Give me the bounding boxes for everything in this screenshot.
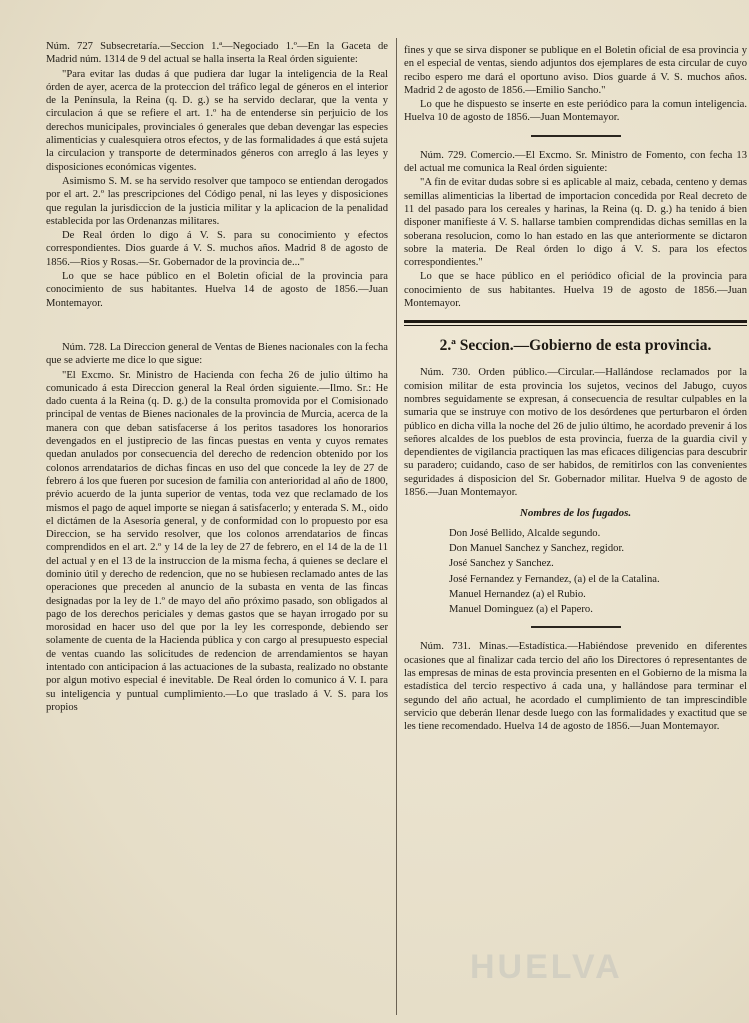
article-730	[404, 366, 747, 616]
article-728-closing: Lo que he dispuesto se inserte en este periódico para la comun inteligencia. Huelva 10 de agosto de 1856.—Juan Montemayor.	[404, 99, 747, 124]
fugitive-name: José Fernandez y Fernandez, (a) el de la Catalina.	[449, 573, 660, 585]
article-727-heading: Núm. 727 Subsecretaría.—Seccion 1.ª—Negociado 1.º—En la Gaceta de Madrid núm. 1314 de 9 del actual se halla inserta la Real órden siguiente:	[46, 41, 388, 66]
article-729-heading: Núm. 729. Comercio.—El Excmo. Sr. Ministro de Fomento, con fecha 13 del actual me comunica la Real órden siguiente:	[404, 149, 747, 175]
left-column	[46, 40, 388, 1017]
article-727-closing: Lo que se hace público en el Boletin oficial de la provincia para conocimiento de sus habitantes. Huelva 14 de agosto de 1856.—Juan Montemayor.	[46, 271, 388, 309]
article-729-paragraph: "A fin de evitar dudas sobre si es aplicable al maiz, cebada, centeno y demas semillas alimenticias la libertad de importacion concedida por Real decreto de 11 del pasado para los cereales y harinas, la Reina (q. D. g.) ha tenido á bien disponer manifieste á V. S. hallarse tambien comprendidas dichas semillas en la soberana resolucion, como lo han estado en las que anteriormente se dictaron sobre la materia. De Real órden lo digo á V. S. para los efectos correspondientes."	[404, 177, 747, 269]
section-heading: 2.ª Seccion.—Gobierno de esta provincia.	[439, 337, 712, 355]
fugitive-name: Manuel Hernandez (a) el Rubio.	[449, 588, 586, 600]
article-727	[46, 40, 388, 310]
fugitives-heading: Nombres de los fugados.	[519, 507, 632, 520]
right-column	[404, 44, 747, 1017]
fugitive-name: Don Manuel Sanchez y Sanchez, regidor.	[449, 542, 625, 554]
fugitive-name: Don José Bellido, Alcalde segundo.	[449, 527, 601, 539]
article-727-paragraph: De Real órden lo digo á V. S. para su conocimiento y efectos correspondientes. Dios guarde á V. S. muchos años. Madrid 8 de agosto de 1856.—Rios y Rosas.—Sr. Gobernador de la provincia de..."	[46, 230, 388, 268]
section-rule-top	[404, 320, 747, 323]
article-728-paragraph: "El Excmo. Sr. Ministro de Hacienda con fecha 26 de julio último ha comunicado á esta Direccion general la Real órden siguiente.—Ilmo. Sr.: He dado cuenta á la Reina (q. D. g.) de la consulta promovida por el Comisionado principal de ventas de Bienes nacionales de la provincia de Murcia, acerca de la manera con que deban satisfacerse á los peritos tasadores los honorarios devengados en el justiprecio de las fincas puestas en venta y cuyos remates quedan anulados por consecuencia del derecho de redencion obtenido por los colonos arrendatarios de dichas fincas en uso del que concede la ley de 27 de febrero á los que fueren por sucesion de familia con anterioridad al año de 1800, prévio acuerdo de la junta superior de ventas, toda vez que reclamado de los mismos el pago de aquel importe se niegan á satisfacerlo; y enterada S. M., oido el dictámen de la Asesoría general, y de conformidad con lo propuesto por esa Direccion, se ha servido resolver, que los colonos arrendatarios de fincas comprendidos en el art. 2.º y 14 de la ley de 27 de febrero, en el 14 de la de 11 del actual y en el 13 de la instruccion de la misma fecha, á quienes se declare el dominio útil y derecho de redencion, que no se hubiesen reclamado antes de las operaciones que preceden al anuncio de la subasta en venta de las fincas designadas por la ley de 1.º de mayo del año próximo pasado, son obligados al pago de los derechos periciales y demas gastos que se hayan irrogado por su morosidad en hacer uso del que por la ley les corresponde, debiendo ser solamente de cuenta de la Hacienda pública y con cargo al presupuesto especial de ventas cuando las solicitudes de redencion de arrendamientos se hayan intentado con anticipacion á las actuaciones de la subasta, realizado no obstante por algun motivo especial é inevitable. De Real órden lo comunico á V. I. para su inteligencia y puntual cumplimiento.—Lo que traslado á V. S. para los propios	[46, 369, 388, 713]
separator-rule	[531, 626, 621, 628]
separator-rule	[531, 135, 621, 137]
article-728-heading: Núm. 728. La Direccion general de Ventas de Bienes nacionales con la fecha que se advierte me dice lo que sigue:	[46, 341, 388, 367]
article-731-paragraph: Núm. 731. Minas.—Estadística.—Habiéndose prevenido en diferentes ocasiones que al finalizar cada tercio del año los Directores ó representantes de las empresas de minas de esta provincia presenten en el Gobierno de la misma la estadística del tercio respectivo á cada una, y hallándose para terminar el segundo del año actual, he acordado el cumplimiento de tan imprescindible servicio que deberán llenar desde luego con las formalidades y exactitud que se les tiene recomendado. Huelva 14 de agosto de 1856.—Juan Montemayor.	[404, 641, 747, 733]
fugitive-name: Manuel Dominguez (a) el Papero.	[449, 604, 593, 616]
article-727-paragraph: "Para evitar las dudas á que pudiera dar lugar la inteligencia de la Real órden de ayer, acerca de la proteccion del tráfico legal de géneros en el interior de la Península, la Reina (q. D. g.) se ha servido declarar, que la venta y circulacion á que se refiere el art. 1.º ha de entenderse sin perjuicio de los derechos municipales, provinciales ó generales que deban devengar las especies alimenticias y cualesquiera otros efectos, y de las formalidades á que está sujeta la circulacion y transporte de determinados géneros con arreglo á las leyes y disposiciones económicas vigentes.	[46, 68, 388, 173]
column-divider	[396, 38, 397, 1015]
article-729-closing: Lo que se hace público en el periódico oficial de la provincia para conocimiento de sus habitantes. Huelva 19 de agosto de 1856.—Juan Montemayor.	[404, 271, 747, 310]
article-731	[404, 640, 747, 733]
article-729	[404, 149, 747, 311]
spacer	[46, 311, 388, 341]
article-730-paragraph: Núm. 730. Orden público.—Circular.—Hallándose reclamados por la comision militar de esta provincia los sujetos, vecinos del Jabugo, cuyos nombres seguidamente se expresan, á consecuencia de resultar culpables en la sumaria que se instruye con motivo de los desórdenes que perturbaron el órden público en dicha villa la noche del 26 de julio último, he acordado prevenir á los señores alcaldes de los pueblos de esta provincia, fuerza de la guardia civil y dependientes de vigilancia practiquen las mas eficaces diligencias para descubrir su paradero; cuidando, caso de ser habidos, de remitirlos con las convenientes seguridades á disposicion del Sr. Gobernador militar. Huelva 9 de agosto de 1856.—Juan Montemayor.	[404, 367, 747, 499]
article-728-continuation: fines y que se sirva disponer se publique en el Boletin oficial de esa provincia y en el especial de ventas, siendo adjuntos dos ejemplares de esta circular de cuyo recibo espero me dará el oportuno aviso. Dios guarde á V. S. muchos años. Madrid 2 de agosto de 1856.—Emilio Sancho."	[404, 45, 747, 96]
watermark: HUELVA	[470, 948, 623, 986]
article-727-paragraph: Asimismo S. M. se ha servido resolver que tampoco se entiendan derogados por el art. 2.º las prescripciones del Código penal, ni las leyes y disposiciones que regulan la jurisdiccion de la justicia militar y la aplicacion de la penalidad establecida por las Ordenanzas militares.	[46, 175, 388, 227]
section-rule-bottom	[404, 325, 747, 326]
article-728	[46, 341, 388, 714]
fugitive-name: José Sanchez y Sanchez.	[449, 558, 554, 570]
